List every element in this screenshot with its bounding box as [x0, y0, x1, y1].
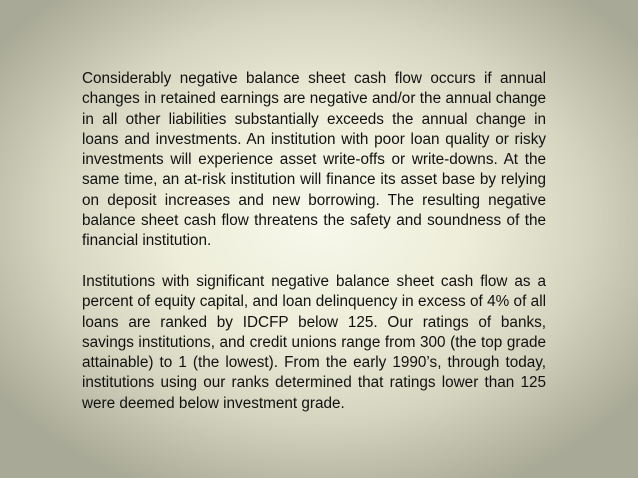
paragraph-balance-sheet-cash-flow: Considerably negative balance sheet cash flow occurs if annual changes in retained earnings are negative and/or the annual change in all other liabilities substantially exceeds the annual change in loans and investments. An institution with poor loan quality or risky investments will experience asset write-offs or write-downs. At the same time, an at-risk institution will finance its asset base by relying on deposit increases and new borrowing. The resulting negative balance sheet cash flow threatens the safety and soundness of the financial institution.	[82, 70, 546, 250]
paragraph-idcfp-rankings: Institutions with significant negative balance sheet cash flow as a percent of equity capital, and loan delinquency in excess of 4% of all loans are ranked by IDCFP below 125. Our ratings of banks, savings institutions, and credit unions range from 300 (the top grade attainable) to 1 (the lowest). From the early 1990’s, through today, institutions using our ranks determined that ratings lower than 125 were deemed below investment grade.	[82, 272, 546, 412]
slide-text-body	[82, 69, 546, 414]
